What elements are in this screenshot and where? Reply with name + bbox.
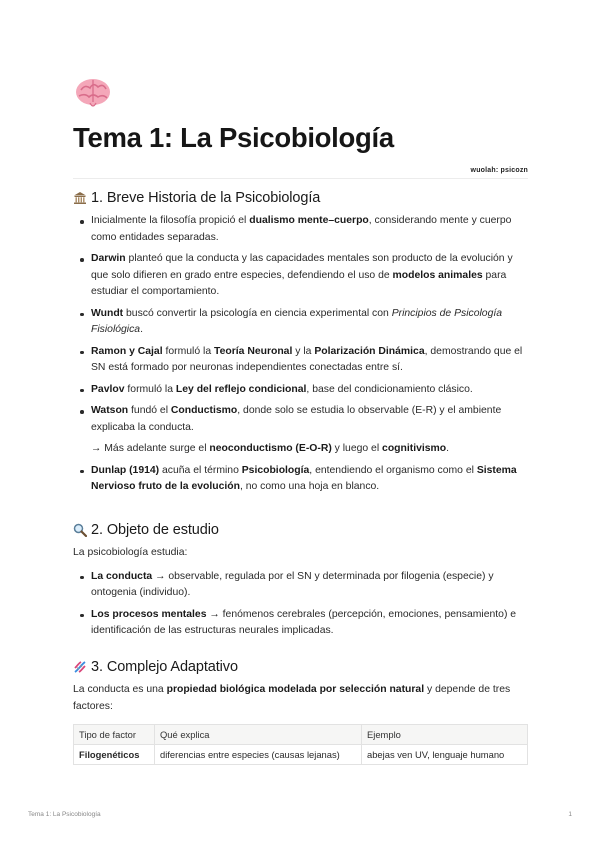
object-list [73, 569, 528, 640]
table-row [74, 745, 528, 765]
column-header: Qué explica [155, 725, 362, 745]
list-item: Wundt buscó convertir la psicología en ciencia experimental con Principios de Psicología Fisiológica. [73, 306, 528, 339]
section-heading-text: 2. Objeto de estudio [91, 522, 219, 538]
brain-icon [73, 74, 113, 114]
section-heading-text: 3. Complejo Adaptativo [91, 659, 238, 675]
table-header-row [74, 725, 528, 745]
section-intro: La psicobiología estudia: [73, 547, 188, 558]
table-cell: diferencias entre especies (causas lejanas) [155, 745, 362, 765]
title-divider [73, 178, 528, 179]
classical-building-icon [73, 191, 87, 205]
column-header: Tipo de factor [74, 725, 155, 745]
list-item: Inicialmente la filosofía propició el dualismo mente–cuerpo, considerando mente y cuerpo como entidades separadas. [73, 213, 528, 246]
section-history [73, 190, 528, 501]
magnifying-glass-icon [73, 523, 87, 537]
column-header: Ejemplo [362, 725, 528, 745]
list-item: Dunlap (1914) acuña el término Psicobiología, entendiendo el organismo como el Sistema Nervioso fruto de la evolución, no como una hoja en blanco. [73, 463, 528, 496]
byline: wuolah: psicozn [470, 167, 528, 174]
page-title: Tema 1: La Psicobiología [73, 122, 394, 153]
list-item: Darwin planteó que la conducta y las capacidades mentales son producto de la evolución y que solo difieren en grado entre especies, defendiendo el uso de modelos animales para estudiar el comportamiento. [73, 251, 528, 301]
list-item: Pavlov formuló la Ley del reflejo condicional, base del condicionamiento clásico. [73, 382, 528, 399]
section-object [73, 522, 528, 645]
page-number: 1 [568, 811, 572, 818]
table-cell: Filogenéticos [74, 745, 155, 765]
list-item: Los procesos mentales → fenómenos cerebrales (percepción, emociones, pensamiento) e identificación de las estructuras neurales implicadas. [73, 607, 528, 640]
section-heading-text: 1. Breve Historia de la Psicobiología [91, 190, 321, 206]
section-intro: La conducta es una propiedad biológica modelada por selección natural y depende de tres factores: [73, 684, 511, 712]
list-item: Watson fundó el Conductismo, donde solo se estudia lo observable (E-R) y el ambiente explicaba la conducta. → Más adelante surge el neoconductismo (E-O-R) y luego el cognitivismo. [73, 403, 528, 458]
table-cell: abejas ven UV, lenguaje humano [362, 745, 528, 765]
dna-icon [73, 660, 87, 674]
history-list [73, 213, 528, 496]
section-adaptive [73, 659, 528, 765]
section-heading [73, 522, 528, 538]
factors-table [73, 724, 528, 765]
section-heading [73, 190, 528, 206]
footer-title: Tema 1: La Psicobiología [28, 811, 101, 818]
section-heading [73, 659, 528, 675]
list-item: Ramon y Cajal formuló la Teoría Neuronal y la Polarización Dinámica, demostrando que el SN está formado por neuronas independientes conectadas entre sí. [73, 344, 528, 377]
list-item: La conducta → observable, regulada por el SN y determinada por filogenia (especie) y ontogenia (individuo). [73, 569, 528, 602]
